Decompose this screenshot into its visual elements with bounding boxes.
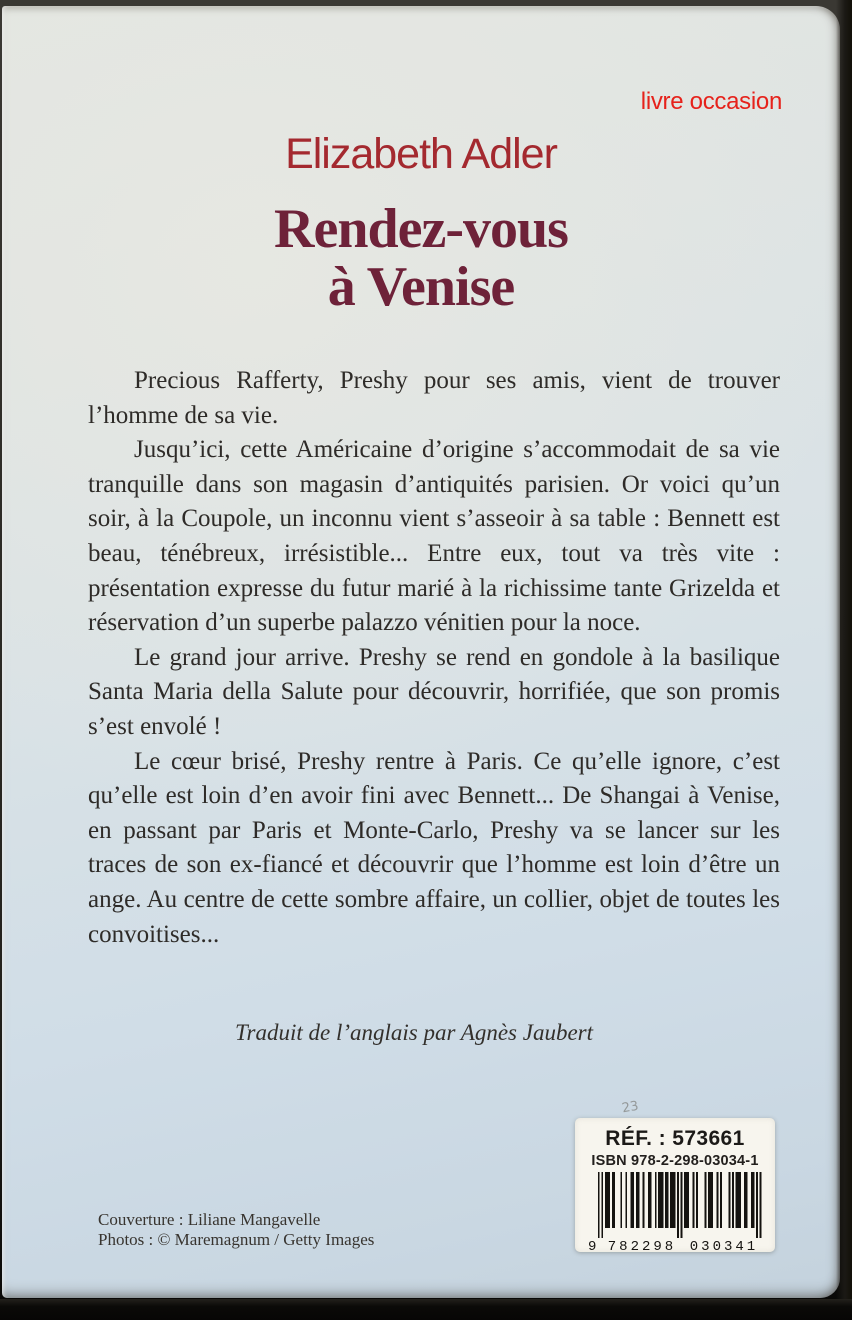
- synopsis-paragraph: Le cœur brisé, Preshy rentre à Paris. Ce qu’elle ignore, c’est qu’elle est loin d’en avoir fini avec Bennett... De Shangai à Venise, en passant par Paris et Monte-Carlo, Preshy va se lancer sur les traces de son ex-fiancé et découvrir que l’homme est loin d’être un ange. Au centre de cette sombre affaire, un collier, objet de toutes les convoitises...: [88, 747, 780, 948]
- author-name: Elizabeth Adler: [285, 130, 557, 178]
- synopsis: [88, 364, 780, 952]
- isbn-number: ISBN 978-2-298-03034-1: [591, 1153, 759, 1169]
- pencil-mark: 23: [620, 1098, 640, 1117]
- book-title: [2, 200, 840, 316]
- translator-credit: Traduit de l’anglais par Agnès Jaubert: [235, 1020, 593, 1045]
- svg-text:782298: 782298: [607, 1239, 677, 1252]
- svg-text:030341: 030341: [689, 1239, 759, 1252]
- synopsis-paragraph: Jusqu’ici, cette Américaine d’origine s’accommodait de sa vie tranquille dans son magasin d’antiquités parisien. Or voici qu’un soir, à la Coupole, un inconnu vient s’asseoir à sa table : Bennett est beau, ténébreux, irrésistible... Entre eux, tout va très vite : présentation expresse du futur marié à la richissime tante Grizelda et réservation d’un superbe palazzo vénitien pour la noce.: [88, 436, 780, 637]
- svg-text:9: 9: [588, 1239, 600, 1252]
- book-cover: [2, 6, 840, 1298]
- cover-credit-line: Couverture : Liliane Mangavelle: [98, 1210, 321, 1229]
- photo-credit-line: Photos : © Maremagnum / Getty Images: [98, 1229, 375, 1249]
- cover-credits: [98, 1210, 374, 1249]
- used-book-label: livre occasion: [640, 88, 782, 115]
- reference-number: RÉF. : 573661: [605, 1127, 745, 1150]
- ean13-barcode: [575, 1172, 775, 1252]
- book-title-line2: à Venise: [327, 256, 515, 318]
- book-title-line1: Rendez-vous: [274, 198, 568, 260]
- barcode-sticker: [575, 1118, 775, 1252]
- synopsis-paragraph: Le grand jour arrive. Preshy se rend en gondole à la basilique Santa Maria della Salute pour découvrir, horrifiée, que son promis s’est envolé !: [88, 643, 780, 740]
- synopsis-paragraph: Precious Rafferty, Preshy pour ses amis, vient de trouver l’homme de sa vie.: [88, 367, 780, 429]
